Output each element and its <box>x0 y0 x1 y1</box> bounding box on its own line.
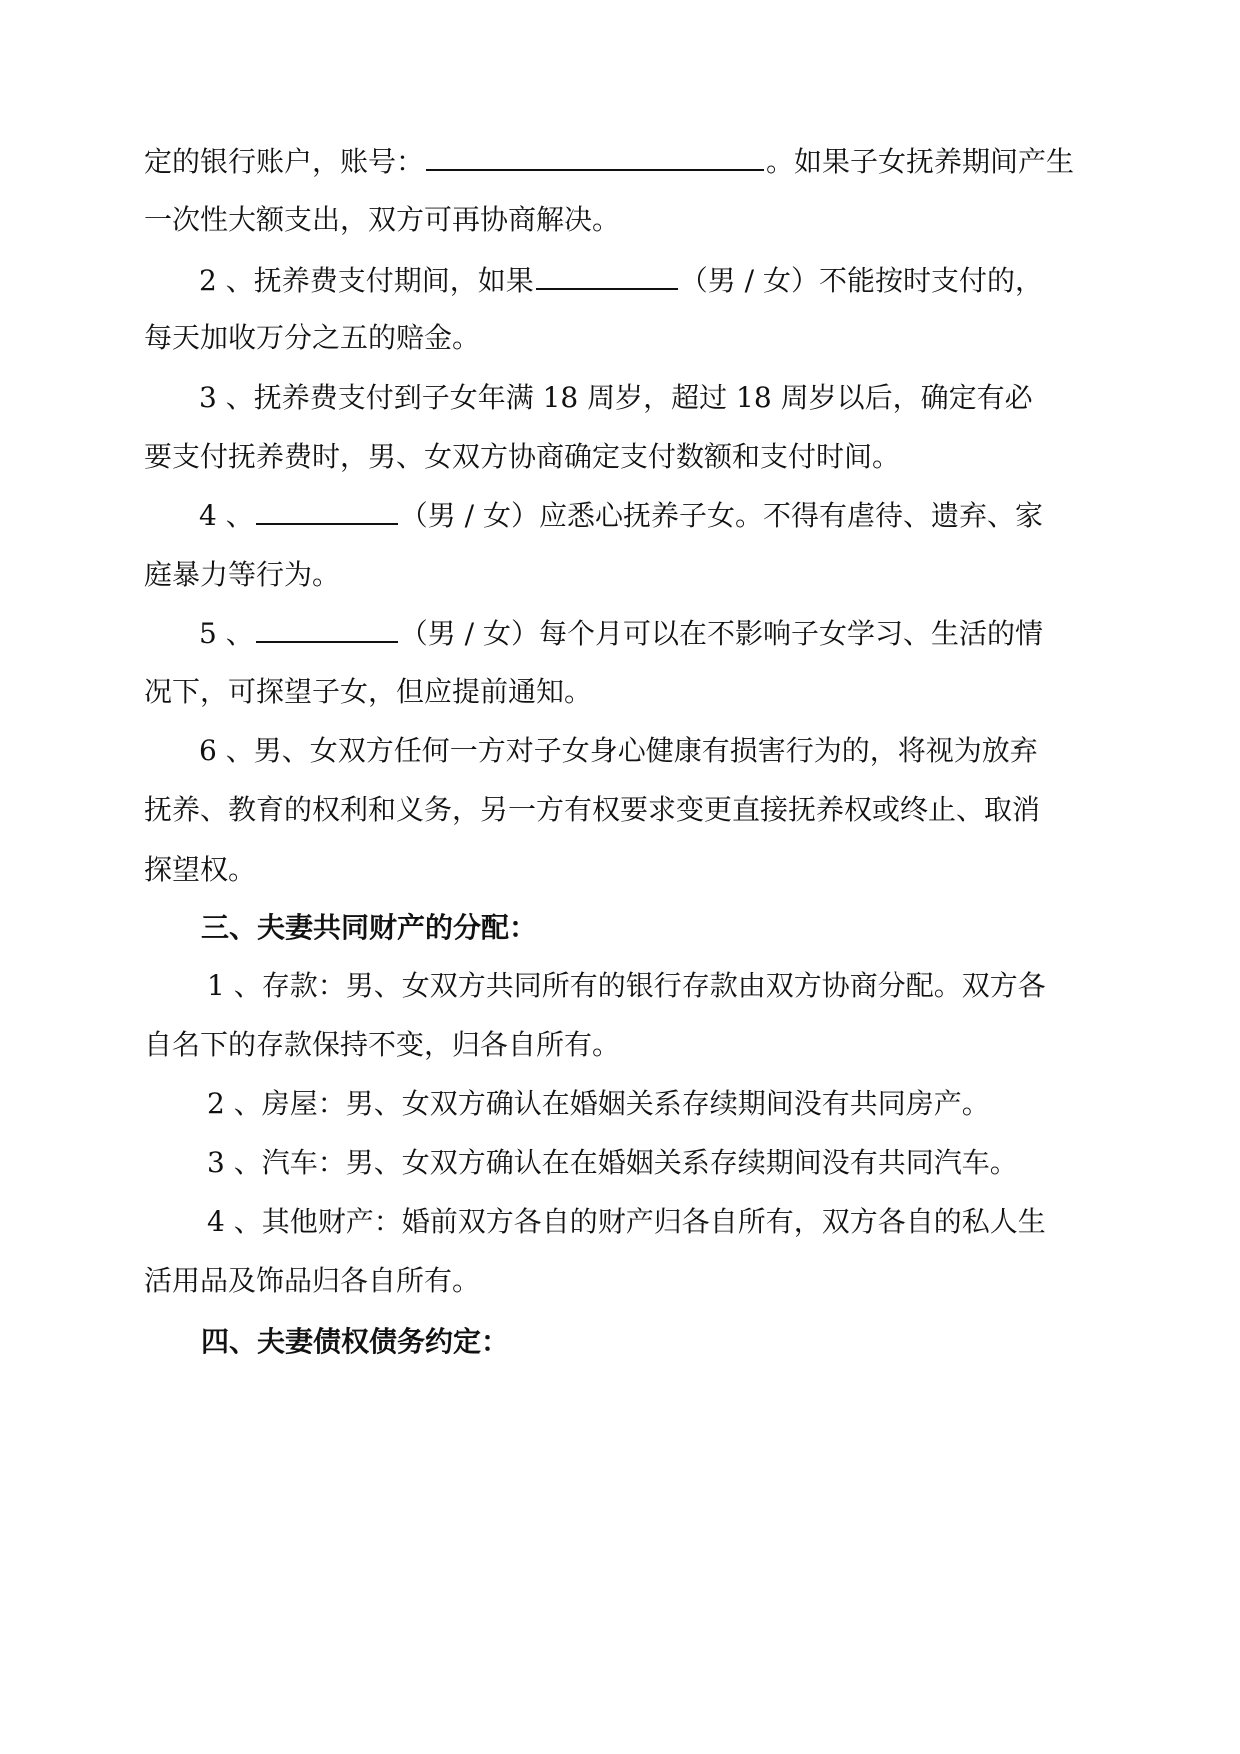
section3-item2: 2 、房屋：男、女双方确认在婚姻关系存续期间没有共同房产。 <box>207 1087 990 1120</box>
para6-line3: 探望权。 <box>144 853 257 886</box>
para2-line2: 每天加收万分之五的赔金。 <box>144 321 481 354</box>
para6-line1: 6 、男、女双方任何一方对子女身心健康有损害行为的，将视为放弃 <box>199 734 1038 767</box>
para3-line2: 要支付抚养费时，男、女双方协商确定支付数额和支付时间。 <box>144 440 901 473</box>
section3-item1-line2: 自名下的存款保持不变，归各自所有。 <box>144 1028 621 1061</box>
para3-line1: 3 、抚养费支付到子女年满 18 周岁，超过 18 周岁以后，确定有必 <box>199 381 1033 414</box>
para6-line2: 抚养、教育的权利和义务，另一方有权要求变更直接抚养权或终止、取消 <box>144 793 1041 826</box>
para4-line2: 庭暴力等行为。 <box>144 558 341 591</box>
text-span: （男 / 女）应悉心抚养子女。不得有虐待、遗弃、家 <box>399 499 1043 532</box>
section3-heading: 三、夫妻共同财产的分配： <box>201 911 538 944</box>
text-span: 5 、 <box>199 617 254 650</box>
para2-line1 <box>199 260 1043 301</box>
text-span: （男 / 女）不能按时支付的， <box>679 264 1043 297</box>
text-span: 4 、 <box>199 499 254 532</box>
section3-item4-line1: 4 、其他财产：婚前双方各自的财产归各自所有，双方各自的私人生 <box>207 1205 1046 1238</box>
para1-line2: 一次性大额支出，双方可再协商解决。 <box>144 203 621 236</box>
party-blank <box>256 613 398 643</box>
para5-line1 <box>199 613 1043 654</box>
section3-item4-line2: 活用品及饰品归各自所有。 <box>144 1264 481 1297</box>
para1-line1 <box>144 141 1074 182</box>
text-span: 。如果子女抚养期间产生 <box>766 145 1075 178</box>
party-blank <box>256 495 398 525</box>
text-span: （男 / 女）每个月可以在不影响子女学习、生活的情 <box>399 617 1043 650</box>
para4-line1 <box>199 495 1043 536</box>
section3-item1-line1: 1 、存款：男、女双方共同所有的银行存款由双方协商分配。双方各 <box>207 969 1046 1002</box>
party-blank <box>536 260 678 290</box>
section3-item3: 3 、汽车：男、女双方确认在在婚姻关系存续期间没有共同汽车。 <box>207 1146 1018 1179</box>
text-span: 定的银行账户，账号： <box>144 145 425 178</box>
account-number-blank <box>426 141 764 171</box>
para5-line2: 况下，可探望子女，但应提前通知。 <box>144 675 593 708</box>
section4-heading: 四、夫妻债权债务约定： <box>201 1325 510 1358</box>
text-span: 2 、抚养费支付期间，如果 <box>199 264 534 297</box>
